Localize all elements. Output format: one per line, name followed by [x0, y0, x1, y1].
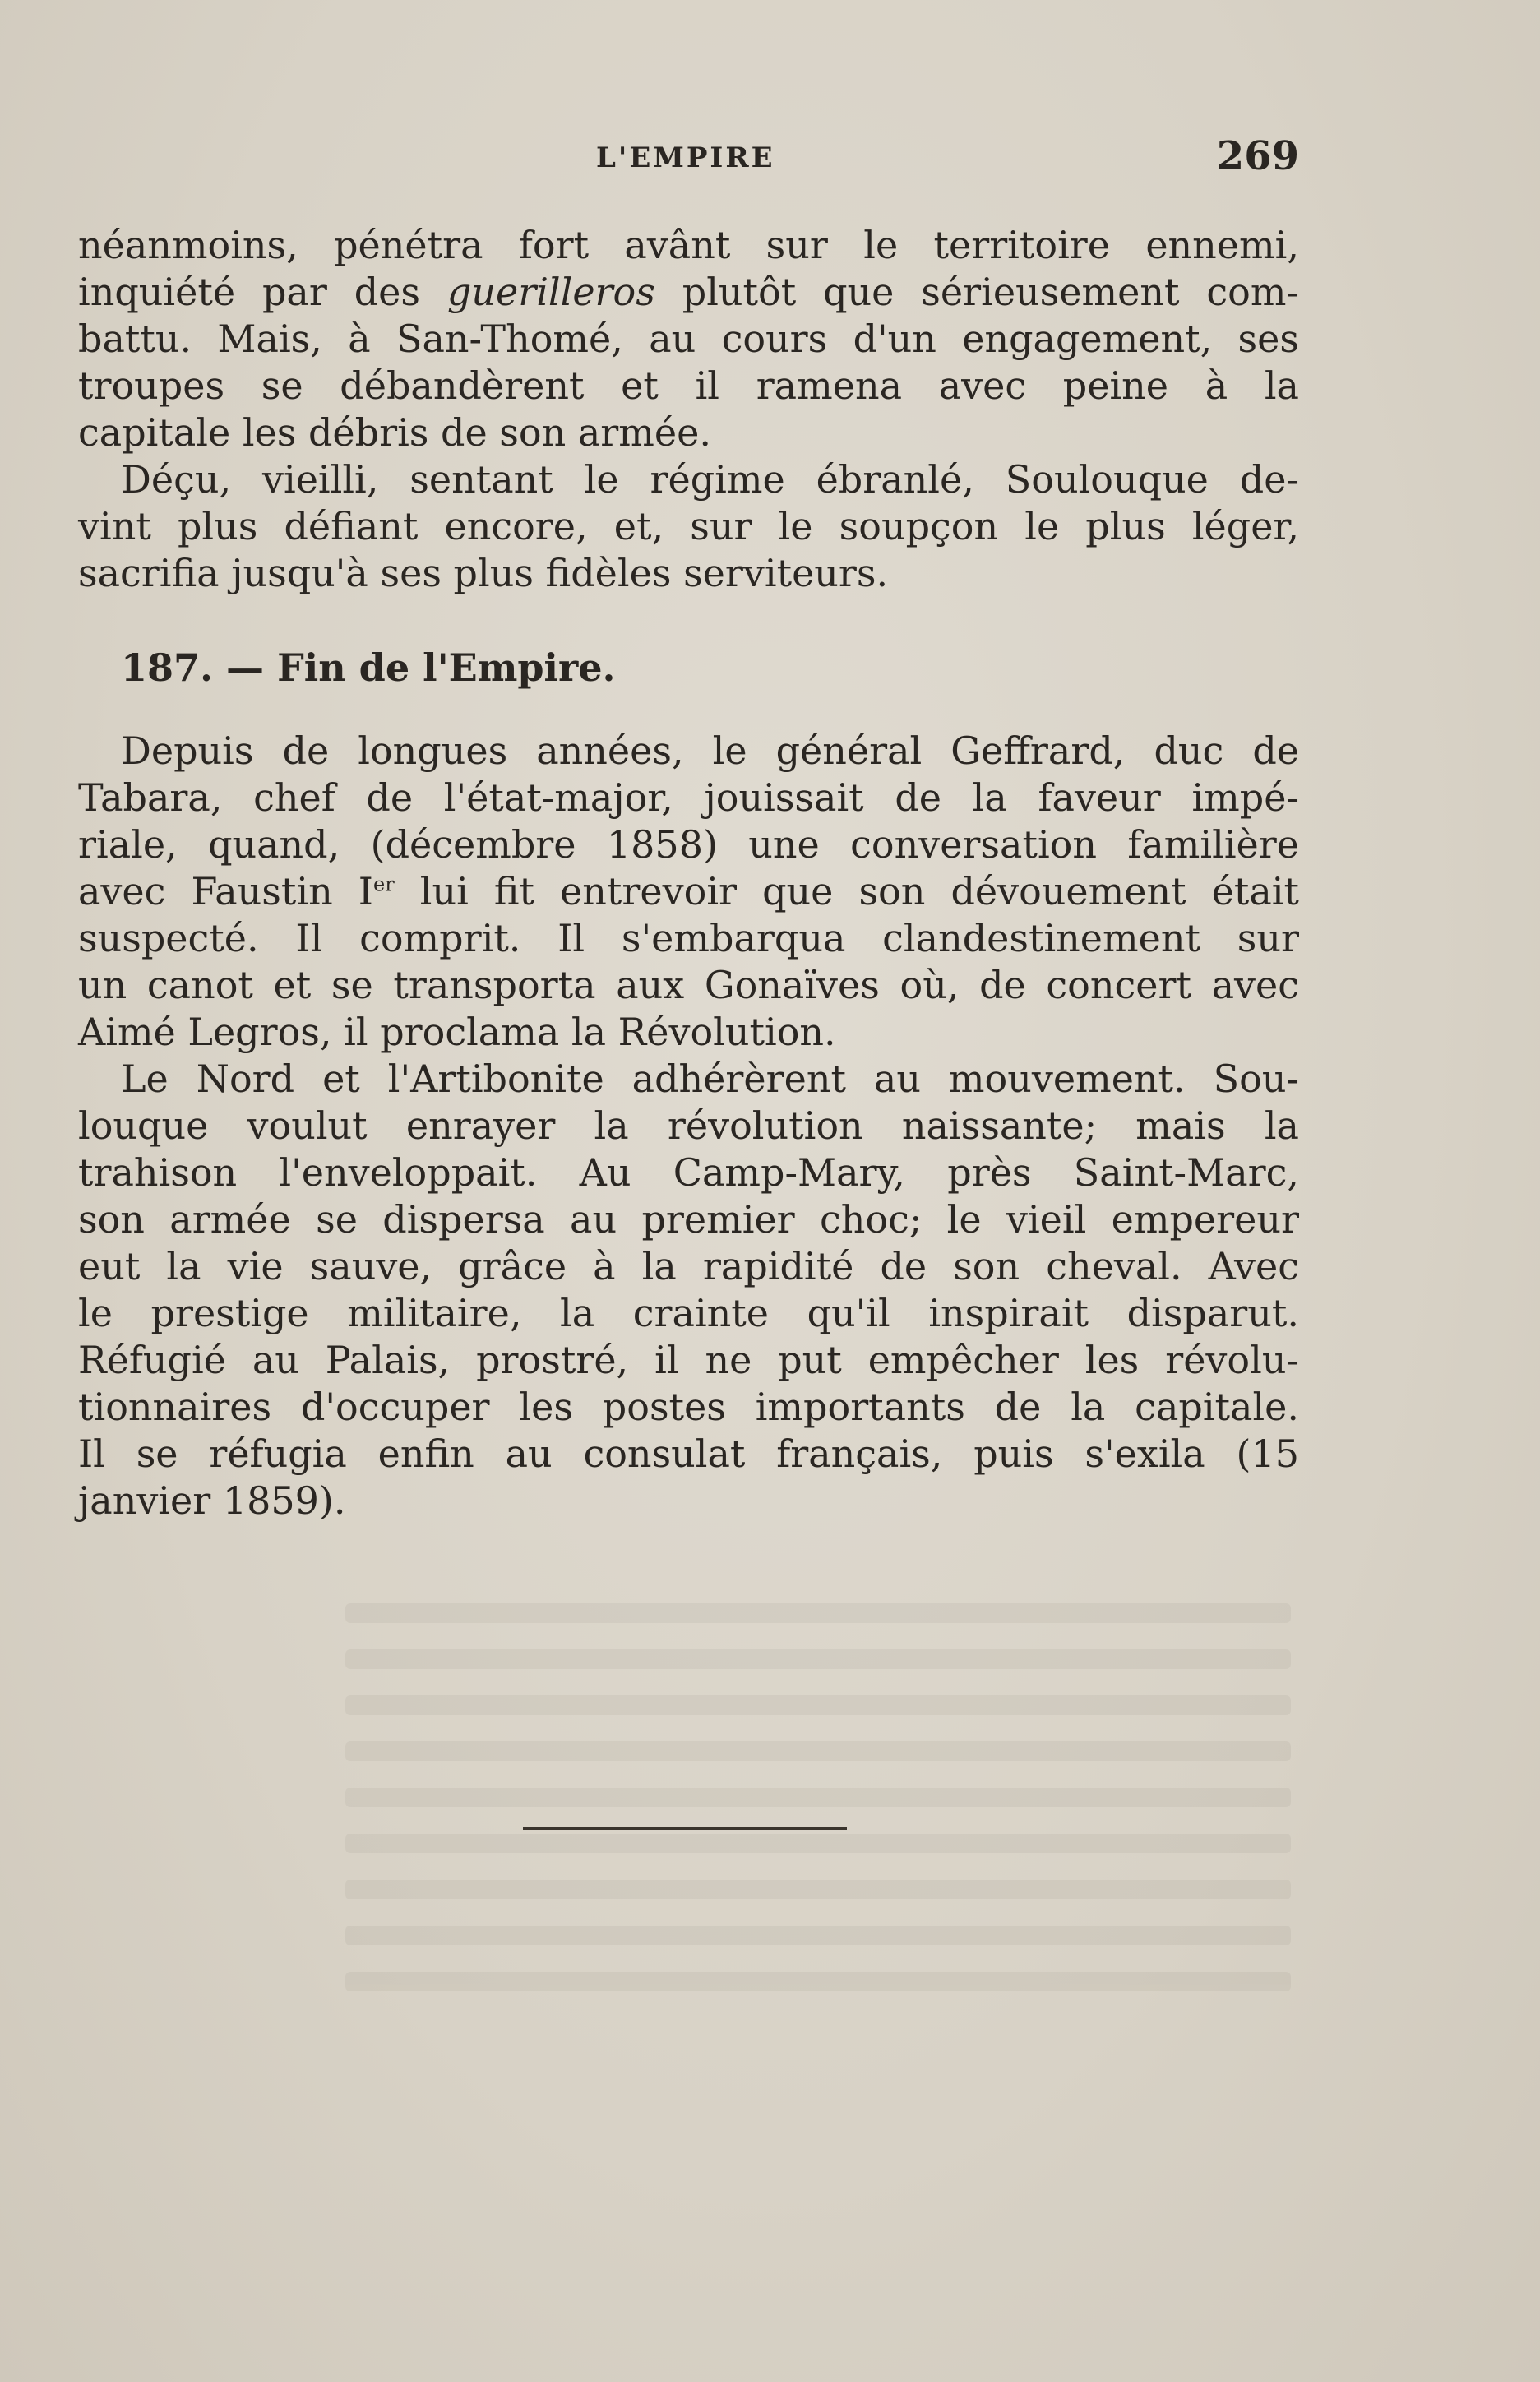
- text-line: Il se réfugia enfin au consulat français, puis s'exila (15: [78, 1432, 1299, 1476]
- text-segment: lui fit entrevoir que son dévouement était: [394, 869, 1299, 913]
- running-title: L'EMPIRE: [596, 141, 775, 174]
- text-line: louque voulut enrayer la révolution naissante; mais la: [78, 1103, 1299, 1148]
- italic-term: guerilleros: [446, 270, 655, 314]
- section-heading: 187. — Fin de l'Empire.: [121, 645, 616, 690]
- text-segment: plutôt que sérieusement com-: [654, 270, 1299, 314]
- text-line: [78, 269, 1299, 316]
- text-line: vint plus défiant encore, et, sur le soupçon le plus léger,: [78, 504, 1299, 548]
- bleed-through-shadow: [345, 1603, 1291, 2031]
- page-number: 269: [1216, 133, 1299, 179]
- text-line: Le Nord et l'Artibonite adhérèrent au mouvement. Sou-: [121, 1057, 1299, 1101]
- text-segment: avec Faustin I: [78, 869, 373, 913]
- text-line: troupes se débandèrent et il ramena avec peine à la: [78, 363, 1299, 408]
- text-line: le prestige militaire, la crainte qu'il inspirait disparut.: [78, 1291, 1299, 1335]
- end-of-chapter-rule: [523, 1827, 847, 1830]
- paragraph: [78, 222, 1299, 456]
- page-header: [78, 133, 1299, 183]
- text-line: Aimé Legros, il proclama la Révolution.: [78, 1010, 836, 1054]
- paragraph: [78, 456, 1299, 597]
- paragraph: [78, 1056, 1299, 1524]
- text-segment: inquiété par des: [78, 270, 447, 314]
- paragraph: [78, 728, 1299, 1056]
- text-line: Depuis de longues années, le général Geffrard, duc de: [121, 728, 1299, 773]
- text-line: eut la vie sauve, grâce à la rapidité de son cheval. Avec: [78, 1244, 1299, 1288]
- text-line: trahison l'enveloppait. Au Camp-Mary, près Saint-Marc,: [78, 1150, 1299, 1195]
- text-line: suspecté. Il comprit. Il s'embarqua clandestinement sur: [78, 916, 1299, 960]
- text-line: néanmoins, pénétra fort avânt sur le territoire ennemi,: [78, 223, 1299, 267]
- text-line: Tabara, chef de l'état-major, jouissait de la faveur impé-: [78, 775, 1299, 820]
- text-line: capitale les débris de son armée.: [78, 410, 711, 455]
- text-line: son armée se dispersa au premier choc; le vieil empereur: [78, 1197, 1299, 1242]
- text-line: [78, 868, 1299, 915]
- text-line: un canot et se transporta aux Gonaïves où, de concert avec: [78, 963, 1299, 1007]
- text-line: janvier 1859).: [78, 1478, 346, 1523]
- text-line: riale, quand, (décembre 1858) une conversation familière: [78, 822, 1299, 867]
- text-line: tionnaires d'occuper les postes importants de la capitale.: [78, 1385, 1299, 1429]
- body-text: [78, 222, 1299, 1524]
- superscript: er: [372, 872, 395, 896]
- text-line: battu. Mais, à San-Thomé, au cours d'un engagement, ses: [78, 317, 1299, 361]
- text-line: Déçu, vieilli, sentant le régime ébranlé, Soulouque de-: [121, 457, 1299, 502]
- text-line: sacrifia jusqu'à ses plus fidèles serviteurs.: [78, 551, 889, 595]
- text-line: Réfugié au Palais, prostré, il ne put empêcher les révolu-: [78, 1338, 1299, 1382]
